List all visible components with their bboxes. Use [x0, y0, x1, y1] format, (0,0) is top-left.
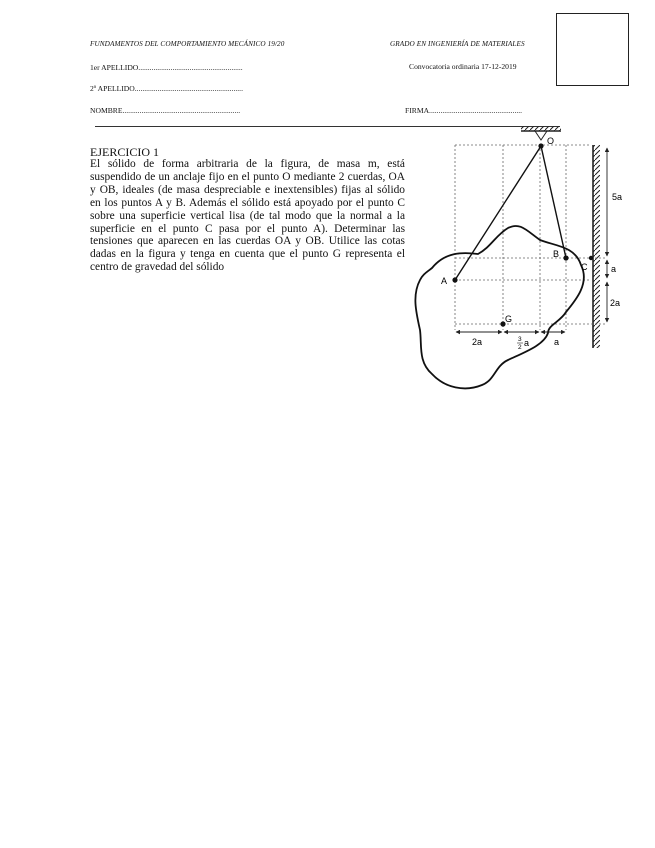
second-surname-field: 2º APELLIDO......................................................... [90, 84, 243, 93]
label-O: O [547, 136, 555, 146]
dim-a-horizontal: a [554, 337, 560, 347]
point-C [589, 256, 593, 260]
point-O [538, 143, 543, 148]
dim-a-vertical: a [611, 264, 617, 274]
label-C: C [581, 262, 588, 272]
svg-text:3: 3 [518, 336, 522, 343]
point-A [452, 277, 457, 282]
exercise-title: EJERCICIO 1 [90, 145, 159, 159]
label-B: B [553, 249, 560, 259]
vertical-wall [593, 145, 600, 348]
cord-OA [455, 146, 541, 280]
point-B [563, 255, 568, 260]
mechanics-figure [400, 124, 640, 394]
label-G: G [505, 314, 513, 324]
course-title: FUNDAMENTOS DEL COMPORTAMIENTO MECÁNICO 19/20 [90, 40, 285, 48]
grade-box [556, 13, 629, 86]
svg-text:a: a [524, 338, 530, 348]
label-A: A [441, 276, 448, 286]
svg-text:2: 2 [518, 344, 522, 351]
exam-session: Convocatoria ordinaria 17-12-2019 [409, 62, 517, 71]
dim-2a-horizontal: 2a [472, 337, 483, 347]
construction-grid [455, 145, 605, 330]
ceiling-support [521, 126, 561, 140]
dim-5a: 5a [612, 192, 623, 202]
dim-three-halves-a [517, 336, 529, 351]
name-field: NOMBRE.............................................................. [90, 106, 241, 115]
signature-field: FIRMA................................................. [405, 106, 523, 115]
degree-title: GRADO EN INGENIERÍA DE MATERIALES [390, 40, 525, 48]
first-surname-field: 1er APELLIDO....................................................... [90, 63, 243, 72]
exercise-statement: El sólido de forma arbitraria de la figura, de masa m, está suspendido de un anclaje fijo en el punto O mediante 2 cuerdas, OA y OB, ideales (de masa despreciable e inextensibles) fijas al sólido en los puntos A y B. Además el sólido está apoyado por el punto C sobre una superficie vertical lisa (de tal modo que la normal a la superficie en el punto C pasa por el punto A). Determinar las tensiones que aparecen en las cuerdas OA y OB. Utilice las cotas dadas en la figura y tenga en cuenta que el punto G representa el centro de gravedad del sólido [90, 158, 405, 274]
dim-2a-vertical: 2a [610, 298, 621, 308]
